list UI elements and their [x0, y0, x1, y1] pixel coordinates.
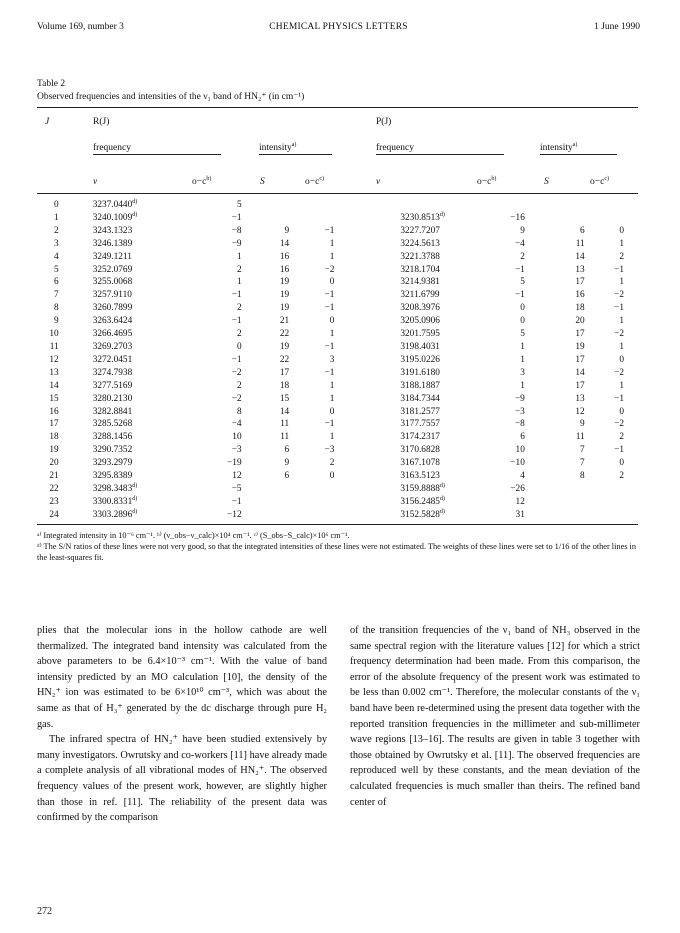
cell-r-intensity-oc: −1	[324, 225, 335, 236]
cell-p-frequency: 3214.9381	[400, 277, 440, 288]
table-row	[37, 341, 638, 354]
cell-p-intensity	[567, 509, 585, 522]
cell-p-intensity: 7	[579, 445, 585, 456]
cell-r-frequency: 3257.9110	[92, 290, 132, 301]
cell-r-intensity: 22	[279, 329, 290, 340]
cell-r-oc: −3	[231, 445, 242, 456]
cell-r-intensity-oc: 1	[329, 432, 335, 443]
cell-p-intensity: 17	[575, 277, 585, 288]
cell-p-intensity-oc: −2	[614, 367, 624, 378]
cell-r-frequency: 3277.5169	[92, 380, 133, 391]
cell-j: 14	[49, 380, 59, 391]
table-row	[37, 483, 638, 496]
cell-r-frequency: 3255.0068	[92, 277, 133, 288]
cell-r-intensity-oc: 0	[329, 471, 335, 482]
journal-name: CHEMICAL PHYSICS LETTERS	[269, 22, 408, 32]
cell-r-frequency: 3274.7938	[92, 367, 133, 378]
cell-r-frequency: 3295.8389	[92, 471, 133, 482]
table-row	[37, 264, 638, 277]
cell-r-intensity-oc: 1	[329, 380, 335, 391]
cell-p-oc: 12	[515, 496, 525, 507]
cell-p-intensity: 13	[575, 264, 585, 275]
cell-p-frequency: 3167.1078	[400, 458, 440, 469]
cell-j: 21	[49, 471, 59, 482]
cell-p-oc: 4	[520, 471, 525, 482]
table-caption	[37, 78, 304, 104]
cell-r-intensity-oc: −3	[324, 445, 335, 456]
cell-j: 10	[49, 329, 59, 340]
table-row	[37, 289, 638, 302]
cell-j: 19	[49, 445, 59, 456]
cell-r-intensity: 6	[284, 445, 290, 456]
cell-r-oc: −1	[231, 290, 242, 301]
cell-r-intensity: 6	[284, 471, 290, 482]
table-row	[37, 367, 638, 380]
cell-r-intensity-oc: 1	[329, 238, 335, 249]
cell-r-oc: −12	[227, 509, 242, 520]
cell-r-frequency: 3300.8331$^{d)}$	[92, 495, 138, 507]
cell-r-frequency: 3263.6424	[92, 316, 133, 327]
cell-r-oc: −19	[227, 458, 242, 469]
p-oc2-header: $o-c^{c)}$	[590, 175, 609, 187]
cell-r-oc: 2	[236, 380, 242, 391]
cell-r-intensity	[264, 496, 290, 509]
cell-r-frequency: 3272.0451	[92, 354, 133, 365]
cell-p-intensity: 14	[575, 251, 585, 262]
cell-p-frequency: 3159.8888$^{d)}$	[400, 482, 445, 494]
cell-p-intensity-oc: −1	[614, 303, 624, 314]
cell-r-frequency: 3243.1323	[92, 225, 133, 236]
cell-p-intensity: 8	[579, 471, 585, 482]
cell-j: 6	[54, 277, 59, 288]
cell-p-intensity-oc: 2	[619, 432, 624, 443]
r-oc-header: $o-c^{b)}$	[192, 175, 212, 187]
cell-p-oc: 1	[520, 341, 525, 352]
cell-j: 22	[49, 483, 59, 494]
cell-r-oc: −5	[231, 483, 242, 494]
cell-p-intensity-oc: 0	[619, 458, 624, 469]
table-bottom-rule	[37, 524, 638, 525]
cell-p-frequency: 3227.7207	[400, 225, 440, 236]
cell-r-oc: 2	[236, 329, 242, 340]
cell-r-intensity: 9	[284, 225, 290, 236]
cell-p-oc: −4	[514, 238, 525, 249]
volume-info: Volume 169, number 3	[37, 22, 124, 32]
cell-r-intensity-oc	[289, 496, 344, 509]
cell-r-intensity-oc: −1	[324, 341, 335, 352]
cell-p-intensity: 17	[575, 329, 585, 340]
cell-j: 1	[54, 212, 59, 223]
cell-p-intensity-oc	[585, 212, 638, 225]
cell-p-frequency: 3221.3788	[400, 251, 440, 262]
cell-r-frequency: 3237.0440$^{d)}$	[92, 198, 138, 210]
cell-p-intensity: 14	[575, 367, 585, 378]
cell-j: 0	[54, 200, 59, 210]
cell-p-intensity: 12	[575, 406, 585, 417]
cell-p-oc: 1	[520, 380, 525, 391]
table-row	[37, 431, 638, 444]
p-group-header: P(J)	[376, 117, 392, 127]
cell-j: 9	[54, 316, 59, 327]
cell-r-intensity: 14	[279, 238, 290, 249]
cell-r-oc: 0	[236, 341, 242, 352]
issue-date: 1 June 1990	[594, 22, 640, 32]
p-nu-header: ν	[376, 177, 381, 187]
cell-p-oc: −16	[510, 212, 525, 223]
body-paragraph: The infrared spectra of HN₂⁺ have been studied extensively by many investigators. Owrutsky and co-workers [11] have already made a complete analysis of all vibrational modes of HN₂⁺. The observed frequency values of the present work, however, are slightly higher than those in ref. [11]. The reliability of the present data was confirmed by the comparison	[37, 734, 327, 824]
cell-r-frequency: 3293.2979	[92, 458, 133, 469]
cell-r-intensity: 19	[279, 277, 290, 288]
cell-r-intensity-oc: −1	[324, 367, 335, 378]
cell-p-frequency: 3188.1887	[400, 380, 440, 391]
cell-j: 20	[49, 458, 59, 469]
cell-p-intensity-oc: −2	[614, 419, 624, 430]
r-nu-header: ν	[93, 177, 98, 187]
cell-p-intensity-oc: 1	[619, 341, 624, 352]
table-title: Observed frequencies and intensities of the ν₁ band of HN₂⁺ (in cm⁻¹)	[37, 92, 305, 102]
cell-p-intensity-oc: −1	[614, 445, 624, 456]
cell-p-frequency: 3205.0906	[400, 316, 440, 327]
table-row	[37, 315, 638, 328]
r-oc2-header: $o-c^{c)}$	[305, 175, 324, 187]
cell-p-intensity-oc	[585, 199, 638, 212]
cell-p-intensity: 17	[575, 380, 585, 391]
cell-p-oc: −9	[514, 393, 525, 404]
cell-r-intensity-oc: 1	[329, 329, 335, 340]
cell-p-intensity-oc: −1	[614, 264, 624, 275]
cell-r-intensity-oc: 2	[329, 458, 335, 469]
cell-j: 7	[54, 290, 59, 301]
cell-r-intensity	[264, 212, 290, 225]
p-s-header: S	[544, 177, 549, 187]
cell-j: 13	[49, 367, 59, 378]
cell-j: 3	[54, 238, 59, 249]
cell-r-frequency: 3260.7899	[92, 303, 133, 314]
cell-p-intensity: 17	[575, 354, 585, 365]
cell-r-oc: 1	[236, 277, 242, 288]
table-header-rule	[37, 193, 638, 194]
cell-j: 11	[49, 341, 59, 352]
cell-r-intensity: 22	[279, 354, 290, 365]
p-oc-header: $o-c^{b)}$	[477, 175, 497, 187]
cell-p-oc: −26	[510, 483, 525, 494]
cell-p-intensity-oc	[585, 509, 638, 522]
table-row	[37, 393, 638, 406]
cell-p-intensity: 16	[575, 290, 585, 301]
cell-p-intensity-oc: 1	[619, 316, 624, 327]
cell-r-frequency: 3282.8841	[92, 406, 133, 417]
cell-r-oc: −1	[231, 212, 242, 223]
cell-p-intensity-oc: 0	[619, 354, 624, 365]
cell-p-oc: −10	[510, 458, 525, 469]
cell-p-frequency: 3177.7557	[400, 419, 440, 430]
cell-p-intensity: 11	[575, 432, 585, 443]
cell-p-intensity-oc: 1	[619, 277, 624, 288]
r-s-header: S	[260, 177, 265, 187]
cell-r-intensity-oc: −2	[324, 264, 335, 275]
cell-p-intensity-oc: 2	[619, 471, 624, 482]
cell-r-intensity-oc: 1	[329, 251, 335, 262]
cell-r-oc: −2	[231, 367, 242, 378]
cell-p-frequency: 3170.6828	[400, 445, 440, 456]
cell-p-intensity-oc: 0	[619, 406, 624, 417]
cell-p-frequency: 3163.5123	[400, 471, 440, 482]
cell-r-intensity-oc	[289, 509, 344, 522]
cell-r-intensity: 15	[279, 393, 290, 404]
body-right-column	[350, 623, 640, 810]
cell-r-intensity: 16	[279, 264, 290, 275]
page-number: 272	[37, 906, 52, 917]
cell-p-oc: 0	[520, 316, 525, 327]
cell-j: 4	[54, 251, 59, 262]
table-row	[37, 406, 638, 419]
table-footnotes	[37, 530, 638, 563]
cell-r-intensity: 19	[279, 290, 290, 301]
cell-p-intensity: 19	[575, 341, 585, 352]
frequency-table	[37, 199, 638, 522]
cell-p-frequency: 3152.5828$^{d)}$	[400, 508, 445, 520]
cell-p-oc: −1	[514, 264, 525, 275]
cell-p-intensity: 6	[579, 225, 585, 236]
cell-r-intensity-oc	[289, 483, 344, 496]
cell-p-oc: 3	[520, 367, 525, 378]
cell-r-oc: 1	[236, 251, 242, 262]
cell-r-oc: 10	[232, 432, 242, 443]
cell-r-intensity	[264, 199, 290, 212]
table-row	[37, 380, 638, 393]
cell-r-intensity: 18	[279, 380, 290, 391]
cell-p-intensity-oc	[585, 496, 638, 509]
table-row	[37, 354, 638, 367]
table-row	[37, 199, 638, 212]
cell-p-intensity-oc: 1	[619, 380, 624, 391]
cell-r-oc: −1	[231, 316, 242, 327]
cell-r-frequency: 3303.2896$^{d)}$	[92, 508, 138, 520]
cell-r-frequency: 3249.1211	[92, 251, 132, 262]
cell-r-intensity-oc: 0	[329, 277, 335, 288]
table-row	[37, 225, 638, 238]
cell-p-oc: −1	[514, 290, 525, 301]
footnote-d: ᵈ⁾ The S/N ratios of these lines were not very good, so that the integrated intensities of these lines were not estimated. The weights of these lines were set to 1/16 of the other lines in the least-squares fit.	[37, 542, 637, 562]
table-row	[37, 457, 638, 470]
cell-p-frequency: 3195.0226	[400, 354, 440, 365]
cell-r-oc: 2	[236, 264, 242, 275]
cell-p-oc: 1	[520, 354, 525, 365]
cell-p-oc: 10	[515, 445, 525, 456]
cell-p-oc: −3	[514, 406, 525, 417]
cell-r-intensity: 11	[280, 419, 290, 430]
cell-j: 23	[49, 496, 59, 507]
cell-p-frequency: 3201.7595	[400, 329, 440, 340]
cell-r-frequency: 3280.2130	[92, 393, 133, 404]
cell-p-frequency: 3181.2577	[400, 406, 440, 417]
r-intensity-header: intensity$^{a)}$	[259, 143, 332, 153]
cell-p-intensity: 20	[575, 316, 585, 327]
cell-r-oc: −9	[231, 238, 242, 249]
cell-r-frequency: 3252.0769	[92, 264, 133, 275]
cell-r-oc: 2	[236, 303, 242, 314]
cell-r-intensity-oc: 0	[329, 406, 335, 417]
cell-j: 17	[49, 419, 59, 430]
cell-j: 8	[54, 303, 59, 314]
cell-p-frequency: 3191.6180	[400, 367, 440, 378]
cell-r-frequency: 3266.4695	[92, 329, 133, 340]
cell-r-frequency: 3288.1456	[92, 432, 133, 443]
cell-r-intensity: 21	[279, 316, 290, 327]
cell-p-oc: 2	[520, 251, 525, 262]
cell-j: 5	[54, 264, 59, 275]
cell-p-intensity-oc: −2	[614, 290, 624, 301]
cell-p-frequency	[344, 199, 499, 212]
cell-p-frequency: 3230.8513$^{d)}$	[400, 211, 445, 223]
table-row	[37, 302, 638, 315]
running-header	[37, 22, 640, 36]
cell-j: 2	[54, 225, 59, 236]
cell-r-intensity: 11	[280, 432, 290, 443]
cell-r-frequency: 3246.1389	[92, 238, 133, 249]
cell-p-intensity-oc: 2	[619, 251, 624, 262]
r-frequency-header: frequency	[93, 143, 221, 153]
cell-r-oc: −4	[231, 419, 242, 430]
r-group-header: R(J)	[93, 117, 110, 127]
cell-p-intensity-oc	[585, 483, 638, 496]
cell-r-frequency: 3298.3483$^{d)}$	[92, 482, 138, 494]
cell-r-oc: 8	[236, 406, 242, 417]
cell-r-intensity-oc: −1	[324, 290, 335, 301]
cell-r-intensity-oc	[289, 199, 344, 212]
cell-r-oc: −1	[231, 354, 242, 365]
cell-r-intensity-oc: 3	[329, 354, 335, 365]
cell-r-intensity-oc: −1	[324, 419, 335, 430]
cell-r-intensity: 19	[279, 341, 290, 352]
cell-p-frequency: 3208.3976	[400, 303, 440, 314]
table-top-rule	[37, 107, 638, 108]
cell-r-intensity: 17	[279, 367, 290, 378]
cell-r-oc: 5	[236, 200, 242, 210]
body-left-column	[37, 623, 327, 826]
cell-j: 12	[49, 354, 59, 365]
cell-r-frequency: 3269.2703	[92, 341, 133, 352]
table-row	[37, 328, 638, 341]
table-label: Table 2	[37, 79, 66, 89]
table-row	[37, 444, 638, 457]
cell-r-intensity	[264, 483, 290, 496]
body-paragraph: plies that the molecular ions in the hollow cathode are well thermalized. The integrated band intensity was calculated from the above parameters to be 6.4×10⁻³ cm⁻¹. With the value of band intensity predicted by an MO calculation [10], the density of the HN₂⁺ ion was estimated to be 6×10¹⁰ cm⁻³, which was about the same as that of H₃⁺ generated by the dc discharge through pure H₂ gas.	[37, 625, 327, 730]
cell-p-intensity: 18	[575, 303, 585, 314]
cell-r-intensity: 9	[284, 458, 290, 469]
col-j-header: J	[45, 117, 50, 127]
cell-r-oc: 12	[232, 471, 242, 482]
cell-p-oc: 31	[515, 509, 525, 520]
cell-p-intensity-oc: 1	[619, 238, 624, 249]
cell-j: 16	[49, 406, 59, 417]
cell-p-intensity: 7	[579, 458, 585, 469]
cell-p-oc: 5	[520, 329, 525, 340]
cell-r-frequency: 3240.1009$^{d)}$	[92, 211, 138, 223]
cell-p-intensity	[567, 483, 585, 496]
cell-p-oc	[499, 199, 567, 212]
body-paragraph: of the transition frequencies of the ν₁ band of NH₃ observed in the same spectral region with the literature values [12] for which a strict frequency determination had been made. From this comparison, the error of the absolute frequency of the present work was estimated to be less than 0.002 cm⁻¹. Therefore, the molecular constants of the ν₁ band have been re-determined using the present data together with the reported transition frequencies in the millimeter and sub-millimeter wave regions [13–16]. The results are given in table 3 together with those obtained by Owrutsky et al. [11]. The observed frequencies are reproduced well by these constants, and the mean deviation of the calculated frequencies is much smaller than theirs. The refined band center of	[350, 625, 640, 808]
cell-p-intensity: 13	[575, 393, 585, 404]
cell-p-intensity	[567, 199, 585, 212]
cell-p-intensity-oc: 0	[619, 225, 624, 236]
cell-r-frequency: 3290.7352	[92, 445, 133, 456]
cell-p-frequency: 3156.2485$^{d)}$	[400, 495, 445, 507]
cell-r-intensity-oc: −1	[324, 303, 335, 314]
cell-r-intensity-oc: 1	[329, 393, 335, 404]
cell-p-oc: 6	[520, 432, 525, 443]
cell-p-frequency: 3218.1704	[400, 264, 440, 275]
cell-p-intensity	[567, 212, 585, 225]
cell-p-oc: −8	[514, 419, 525, 430]
cell-p-oc: 9	[520, 225, 525, 236]
table-row	[37, 496, 638, 509]
cell-r-intensity: 16	[279, 251, 290, 262]
cell-p-oc: 0	[520, 303, 525, 314]
cell-r-oc: −2	[231, 393, 242, 404]
cell-j: 24	[49, 509, 59, 520]
cell-r-frequency: 3285.5268	[92, 419, 133, 430]
cell-r-intensity-oc: 0	[329, 316, 335, 327]
cell-p-intensity: 11	[575, 238, 585, 249]
cell-r-intensity: 19	[279, 303, 290, 314]
cell-r-intensity: 14	[279, 406, 290, 417]
cell-p-intensity	[567, 496, 585, 509]
table-row	[37, 212, 638, 225]
footnote-abc: ᵃ⁾ Integrated intensity in 10⁻⁶ cm⁻¹. ᵇ⁾ (ν_obs−ν_calc)×10⁴ cm⁻¹. ᶜ⁾ (S_obs−S_calc)×10⁶ cm⁻¹.	[37, 531, 350, 540]
table-row	[37, 238, 638, 251]
cell-j: 18	[49, 432, 59, 443]
cell-p-intensity: 9	[579, 419, 585, 430]
table-row	[37, 251, 638, 264]
cell-r-intensity-oc	[289, 212, 344, 225]
cell-p-intensity-oc: −2	[614, 329, 624, 340]
cell-p-frequency: 3198.4031	[400, 341, 440, 352]
cell-p-frequency: 3211.6799	[400, 290, 440, 301]
cell-j: 15	[49, 393, 59, 404]
cell-r-oc: −1	[231, 496, 242, 507]
table-row	[37, 276, 638, 289]
table-row	[37, 470, 638, 483]
cell-p-frequency: 3174.2317	[400, 432, 440, 443]
cell-r-oc: −8	[231, 225, 242, 236]
cell-p-frequency: 3224.5613	[400, 238, 440, 249]
cell-p-oc: 5	[520, 277, 525, 288]
table-row	[37, 418, 638, 431]
cell-p-intensity-oc: −1	[614, 393, 624, 404]
table-row	[37, 509, 638, 522]
cell-r-intensity	[264, 509, 290, 522]
p-frequency-header: frequency	[376, 143, 504, 153]
p-intensity-header: intensity$^{a)}$	[540, 143, 617, 153]
cell-p-frequency: 3184.7344	[400, 393, 440, 404]
